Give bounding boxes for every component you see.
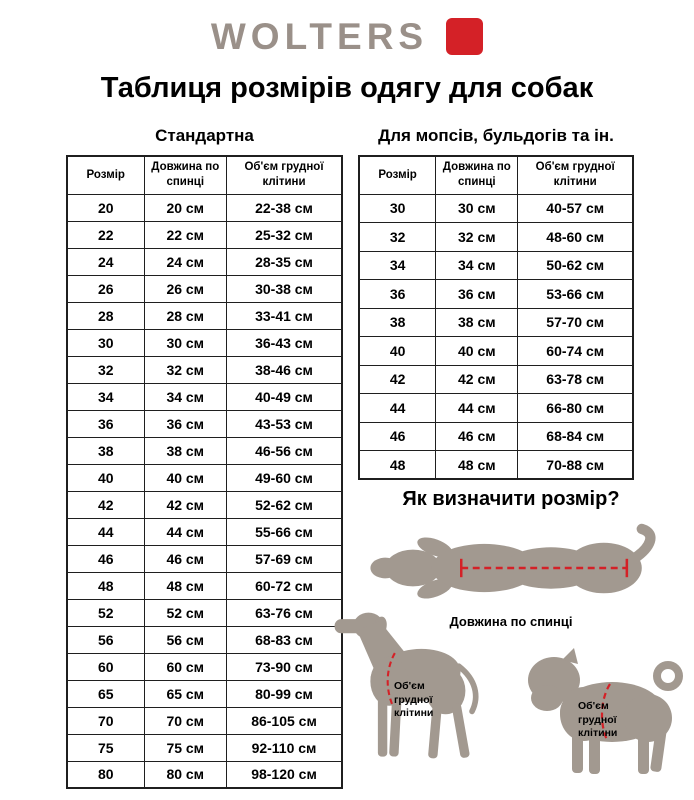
table-cell: 43-53 см [227, 410, 343, 437]
table-row [359, 194, 633, 223]
table-cell: 42 [359, 365, 436, 394]
table-cell: 80 [67, 761, 144, 788]
table-row [67, 383, 342, 410]
measuring-guide-section [328, 488, 694, 800]
dog-jowl [531, 685, 563, 711]
table-cell: 28 [67, 302, 144, 329]
table-cell: 48 [67, 572, 144, 599]
table-cell: 44 см [436, 394, 518, 423]
table-cell: 63-78 см [518, 365, 633, 394]
table-row [359, 308, 633, 337]
table-cell: 36 [67, 410, 144, 437]
table-cell: 33-41 см [227, 302, 343, 329]
table-cell: 80 см [144, 761, 227, 788]
table-cell: 38-46 см [227, 356, 343, 383]
table-cell: 20 [67, 194, 144, 221]
table-row [67, 248, 342, 275]
table-cell: 24 см [144, 248, 227, 275]
table-cell: 22 см [144, 221, 227, 248]
table-cell: 49-60 см [227, 464, 343, 491]
table-cell: 48 см [436, 451, 518, 480]
dog-top-view-illustration [368, 522, 658, 614]
table-row [67, 437, 342, 464]
chest-girth-label: Об'єм грудної клітини [578, 700, 618, 740]
table-cell: 25-32 см [227, 221, 343, 248]
table-cell: 46 см [436, 422, 518, 451]
table-cell: 48-60 см [518, 223, 633, 252]
standard-table-title: Стандартна [155, 126, 254, 145]
table-row [67, 680, 342, 707]
table-row [67, 599, 342, 626]
table-cell: 42 см [436, 365, 518, 394]
table-cell: 38 см [144, 437, 227, 464]
dog-tail [634, 529, 651, 559]
table-cell: 65 [67, 680, 144, 707]
table-cell: 38 [67, 437, 144, 464]
table-cell: 55-66 см [227, 518, 343, 545]
table-row [359, 394, 633, 423]
table-cell: 46-56 см [227, 437, 343, 464]
table-cell: 36 см [436, 280, 518, 309]
standard-table-section [66, 126, 343, 789]
table-cell: 48 см [144, 572, 227, 599]
table-cell: 70 [67, 707, 144, 734]
table-cell: 30 см [436, 194, 518, 223]
table-row [359, 365, 633, 394]
measuring-guide-title: Як визначити розмір? [402, 488, 620, 510]
table-cell: 66-80 см [518, 394, 633, 423]
table-row [67, 302, 342, 329]
table-cell: 52-62 см [227, 491, 343, 518]
table-row [67, 572, 342, 599]
table-cell: 60 [67, 653, 144, 680]
table-cell: 98-120 см [227, 761, 343, 788]
table-cell: 42 см [144, 491, 227, 518]
table-row [67, 464, 342, 491]
table-cell: 60-72 см [227, 572, 343, 599]
pugs-table-title: Для мопсів, бульдогів та ін. [378, 126, 614, 145]
table-cell: 46 см [144, 545, 227, 572]
table-cell: 36 см [144, 410, 227, 437]
col-header-back-length: Довжина по спинці [144, 156, 227, 194]
table-cell: 36-43 см [227, 329, 343, 356]
table-cell: 50-62 см [518, 251, 633, 280]
table-cell: 26 см [144, 275, 227, 302]
back-length-label: Довжина по спинці [449, 614, 573, 629]
table-cell: 75 [67, 734, 144, 761]
table-cell: 57-69 см [227, 545, 343, 572]
table-cell: 60 см [144, 653, 227, 680]
table-cell: 34 [359, 251, 436, 280]
table-cell: 53-66 см [518, 280, 633, 309]
table-cell: 20 см [144, 194, 227, 221]
table-cell: 46 [67, 545, 144, 572]
standard-table-header [67, 156, 342, 194]
col-header-size: Розмір [67, 156, 144, 194]
table-cell: 34 см [144, 383, 227, 410]
header-row [67, 156, 342, 194]
table-row [67, 275, 342, 302]
table-cell: 34 [67, 383, 144, 410]
table-cell: 30 [359, 194, 436, 223]
table-cell: 60-74 см [518, 337, 633, 366]
table-cell: 40 см [436, 337, 518, 366]
pugs-size-table [358, 155, 634, 480]
table-cell: 32 [67, 356, 144, 383]
table-cell: 30 см [144, 329, 227, 356]
table-row [67, 491, 342, 518]
table-row [67, 626, 342, 653]
standard-table-body [67, 194, 342, 788]
dog-curled-tail [657, 665, 679, 687]
table-row [359, 337, 633, 366]
table-cell: 92-110 см [227, 734, 343, 761]
table-cell: 40-49 см [227, 383, 343, 410]
table-cell: 70 см [144, 707, 227, 734]
pugs-table-header [359, 156, 633, 194]
table-cell: 75 см [144, 734, 227, 761]
table-cell: 56 [67, 626, 144, 653]
table-cell: 30-38 см [227, 275, 343, 302]
table-cell: 22-38 см [227, 194, 343, 221]
chest-girth-label: Об'єм грудної клітини [394, 680, 434, 720]
table-cell: 57-70 см [518, 308, 633, 337]
table-row [359, 422, 633, 451]
table-cell: 68-83 см [227, 626, 343, 653]
table-cell: 28-35 см [227, 248, 343, 275]
table-cell: 63-76 см [227, 599, 343, 626]
table-cell: 73-90 см [227, 653, 343, 680]
col-header-chest-girth: Об'єм грудної клітини [227, 156, 343, 194]
brand-logo [0, 18, 694, 55]
table-cell: 38 [359, 308, 436, 337]
table-row [67, 707, 342, 734]
table-row [67, 734, 342, 761]
table-row [67, 410, 342, 437]
table-cell: 32 см [144, 356, 227, 383]
table-row [67, 221, 342, 248]
table-cell: 28 см [144, 302, 227, 329]
standard-size-table [66, 155, 343, 789]
table-row [359, 280, 633, 309]
table-cell: 44 см [144, 518, 227, 545]
table-cell: 30 [67, 329, 144, 356]
table-cell: 34 см [436, 251, 518, 280]
table-cell: 48 [359, 451, 436, 480]
table-row [359, 251, 633, 280]
table-row [67, 356, 342, 383]
table-cell: 24 [67, 248, 144, 275]
table-cell: 32 [359, 223, 436, 252]
table-cell: 40 см [144, 464, 227, 491]
table-cell: 65 см [144, 680, 227, 707]
table-cell: 38 см [436, 308, 518, 337]
table-cell: 26 [67, 275, 144, 302]
col-header-back-length: Довжина по спинці [436, 156, 518, 194]
table-cell: 42 [67, 491, 144, 518]
table-cell: 44 [359, 394, 436, 423]
dog-front-leg [378, 696, 387, 756]
table-row [359, 451, 633, 480]
table-cell: 40 [359, 337, 436, 366]
table-cell: 52 [67, 599, 144, 626]
table-cell: 56 см [144, 626, 227, 653]
table-cell: 32 см [436, 223, 518, 252]
table-cell: 70-88 см [518, 451, 633, 480]
table-cell: 40 [67, 464, 144, 491]
table-cell: 80-99 см [227, 680, 343, 707]
table-row [67, 329, 342, 356]
col-header-size: Розмір [359, 156, 436, 194]
table-cell: 86-105 см [227, 707, 343, 734]
brand-logo-text: WOLTERS [210, 16, 429, 57]
page-title: Таблиця розмірів одягу для собак [100, 72, 594, 104]
table-cell: 40-57 см [518, 194, 633, 223]
pugs-table-body [359, 194, 633, 479]
table-cell: 68-84 см [518, 422, 633, 451]
brand-red-square-icon [446, 18, 483, 55]
table-cell: 44 [67, 518, 144, 545]
table-row [67, 545, 342, 572]
table-row [67, 194, 342, 221]
table-cell: 36 [359, 280, 436, 309]
table-cell: 52 см [144, 599, 227, 626]
col-header-chest-girth: Об'єм грудної клітини [518, 156, 633, 194]
table-row [67, 761, 342, 788]
table-row [359, 223, 633, 252]
table-cell: 22 [67, 221, 144, 248]
table-row [67, 653, 342, 680]
header-row [359, 156, 633, 194]
table-cell: 46 [359, 422, 436, 451]
table-row [67, 518, 342, 545]
pugs-table-section [358, 126, 634, 480]
